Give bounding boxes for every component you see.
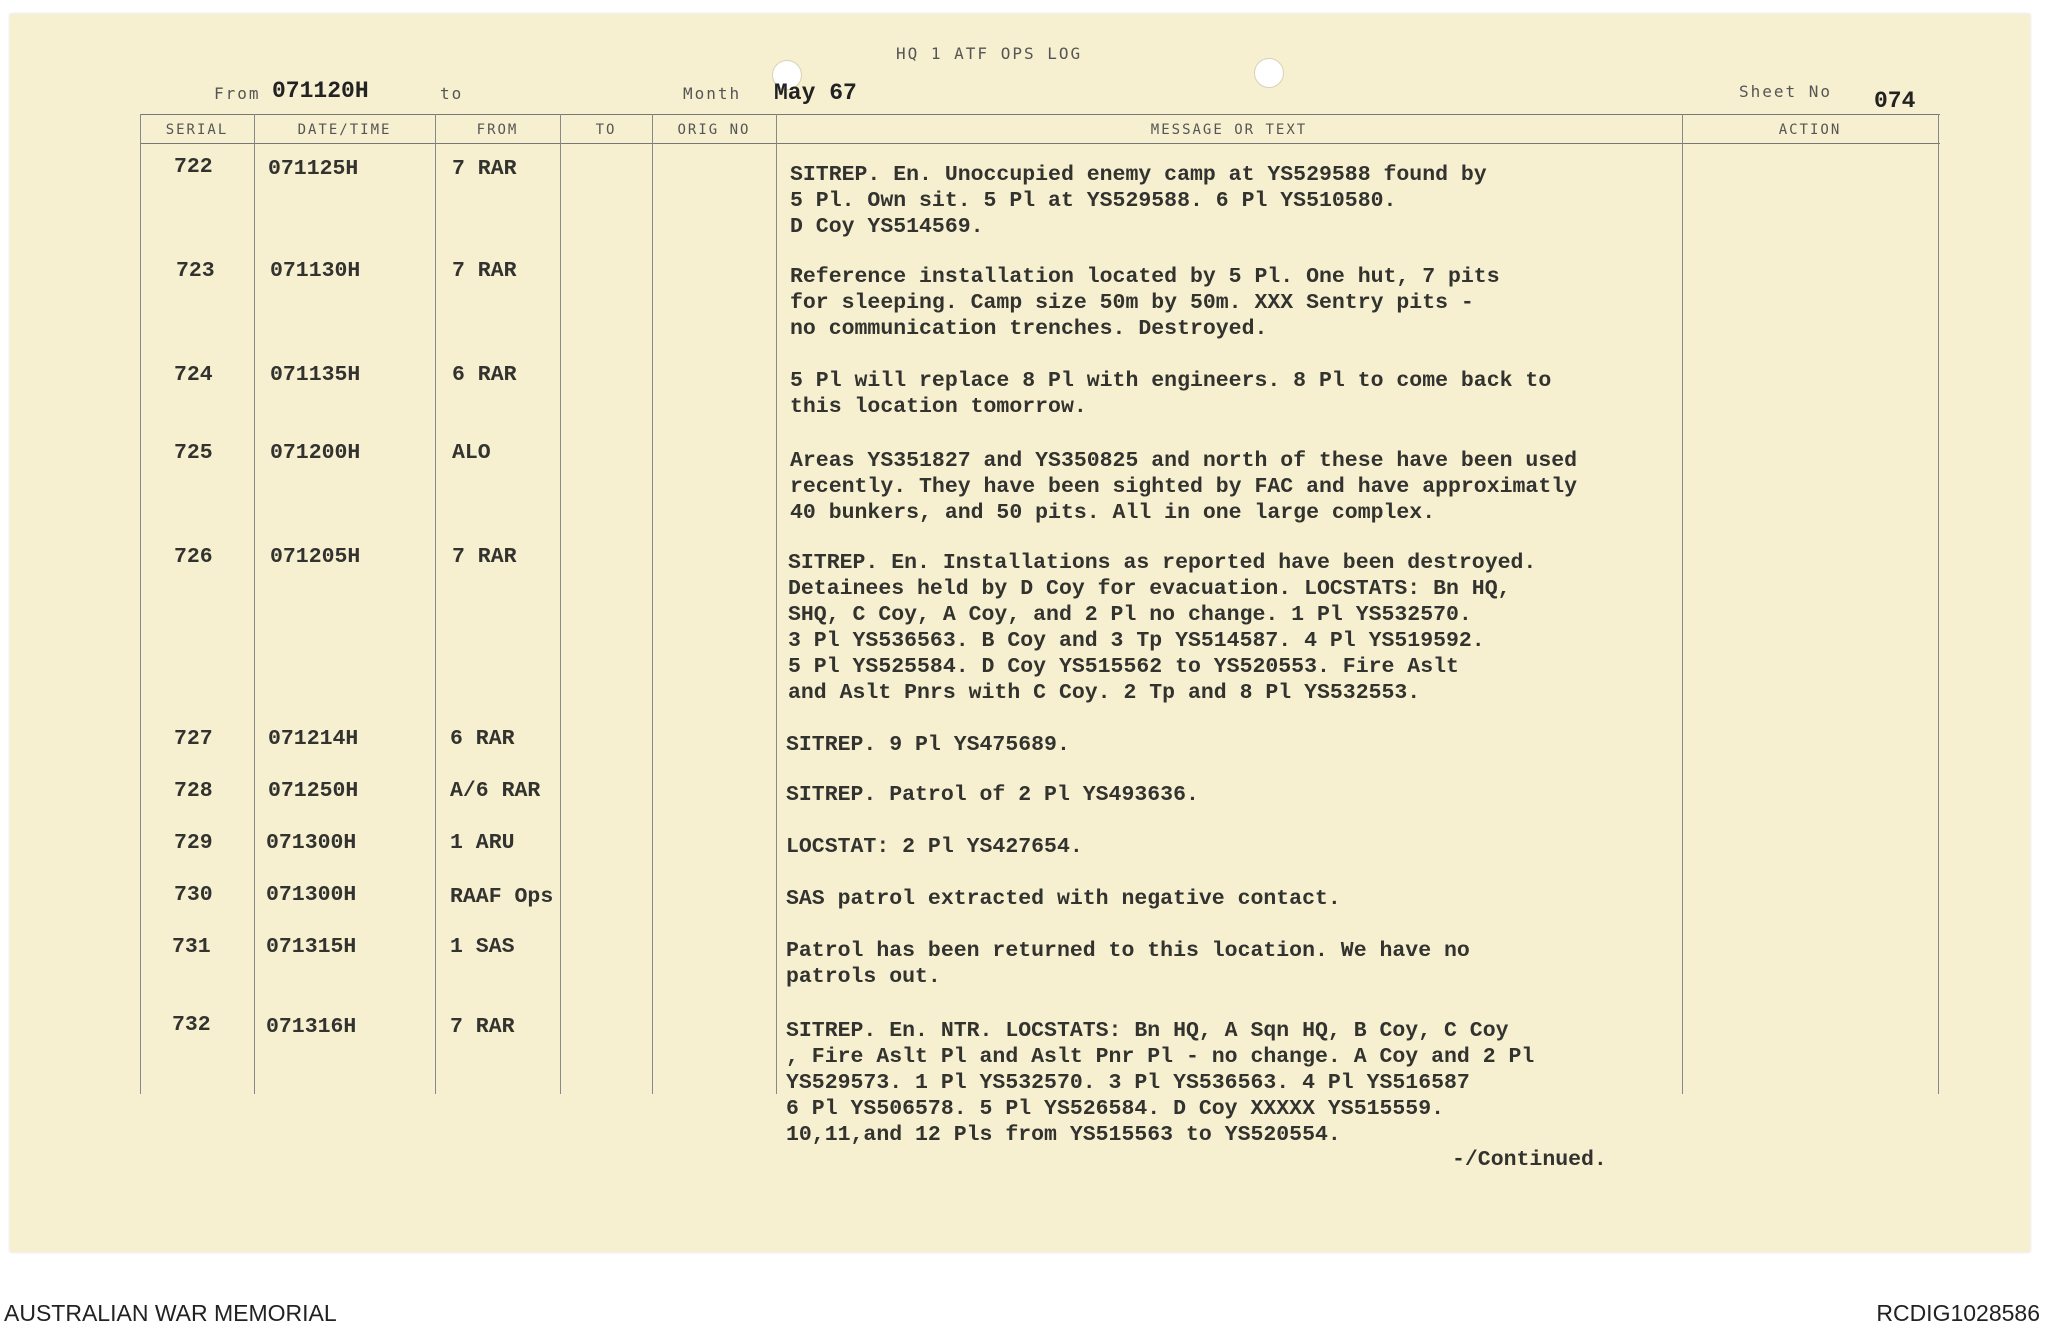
serial-723: 723 [176, 259, 215, 283]
col-rule-8 [1938, 114, 1939, 1094]
datetime-732: 071316H [266, 1015, 357, 1039]
col-action: ACTION [1778, 122, 1842, 138]
datetime-730: 071300H [266, 883, 357, 907]
message-line: 10,11,and 12 Pls from YS515563 to YS520554. [786, 1123, 1341, 1147]
message-line: D Coy YS514569. [790, 215, 984, 239]
datetime-729: 071300H [266, 831, 357, 855]
message-line: LOCSTAT: 2 Pl YS427654. [786, 835, 1083, 859]
from-722: 7 RAR [452, 157, 517, 181]
message-line: Areas YS351827 and YS350825 and north of these have been used [790, 449, 1578, 473]
message-line: 5 Pl. Own sit. 5 Pl at YS529588. 6 Pl YS510580. [790, 189, 1397, 213]
col-rule-6 [776, 114, 777, 1094]
col-rule-7 [1682, 114, 1683, 1094]
message-line: 3 Pl YS536563. B Coy and 3 Tp YS514587. 4 Pl YS519592. [788, 629, 1485, 653]
message-724 [790, 368, 1551, 420]
message-726 [788, 550, 1536, 706]
from-725: ALO [452, 441, 491, 465]
message-line: 40 bunkers, and 50 pits. All in one large complex. [790, 501, 1436, 525]
from-724: 6 RAR [452, 363, 517, 387]
col-rule-3 [435, 114, 436, 1094]
from-723: 7 RAR [452, 259, 517, 283]
serial-722: 722 [174, 155, 213, 179]
message-725 [790, 448, 1577, 526]
from-726: 7 RAR [452, 545, 517, 569]
from-732: 7 RAR [450, 1015, 515, 1039]
datetime-728: 071250H [268, 779, 359, 803]
log-title: HQ 1 ATF OPS LOG [896, 44, 1083, 63]
datetime-725: 071200H [270, 441, 361, 465]
datetime-727: 071214H [268, 727, 359, 751]
message-line: SITREP. Patrol of 2 Pl YS493636. [786, 783, 1199, 807]
message-line: Reference installation located by 5 Pl. One hut, 7 pits [790, 265, 1500, 289]
punch-hole-right [1254, 58, 1284, 88]
footer-record-id: RCDIG1028586 [1876, 1300, 2040, 1326]
message-723 [790, 264, 1500, 342]
serial-727: 727 [174, 727, 213, 751]
message-line: SITREP. En. Installations as reported have been destroyed. [788, 551, 1537, 575]
message-line: SHQ, C Coy, A Coy, and 2 Pl no change. 1 Pl YS532570. [788, 603, 1472, 627]
message-line: SITREP. En. NTR. LOCSTATS: Bn HQ, A Sqn HQ, B Coy, C Coy [786, 1019, 1509, 1043]
datetime-723: 071130H [270, 259, 361, 283]
from-728: A/6 RAR [450, 779, 541, 803]
message-line: 5 Pl will replace 8 Pl with engineers. 8 Pl to come back to [790, 369, 1552, 393]
col-message: MESSAGE OR TEXT [1150, 122, 1308, 138]
serial-730: 730 [174, 883, 213, 907]
continued-note: -/Continued. [1452, 1148, 1607, 1172]
datetime-724: 071135H [270, 363, 361, 387]
message-line: , Fire Aslt Pl and Aslt Pnr Pl - no change. A Coy and 2 Pl [786, 1045, 1535, 1069]
col-to: TO [595, 122, 617, 138]
serial-731: 731 [172, 935, 211, 959]
message-line: 6 Pl YS506578. 5 Pl YS526584. D Coy XXXXX YS515559. [786, 1097, 1445, 1121]
datetime-731: 071315H [266, 935, 357, 959]
col-rule-4 [560, 114, 561, 1094]
header-rule-bottom [140, 143, 1940, 144]
message-line: for sleeping. Camp size 50m by 50m. XXX Sentry pits - [790, 291, 1474, 315]
col-serial: SERIAL [165, 122, 229, 138]
message-732 [786, 1018, 1534, 1148]
serial-729: 729 [174, 831, 213, 855]
message-729 [786, 834, 1083, 860]
serial-724: 724 [174, 363, 213, 387]
col-datetime: DATE/TIME [297, 122, 392, 138]
sheet-value: 074 [1874, 88, 1916, 114]
col-from: FROM [476, 122, 519, 138]
month-label: Month [683, 84, 742, 103]
col-orig-no: ORIG NO [677, 122, 751, 138]
message-line: SITREP. En. Unoccupied enemy camp at YS529588 found by [790, 163, 1487, 187]
message-line: Patrol has been returned to this location. We have no [786, 939, 1470, 963]
message-727 [786, 732, 1070, 758]
message-722 [790, 162, 1487, 240]
message-731 [786, 938, 1470, 990]
datetime-726: 071205H [270, 545, 361, 569]
serial-732: 732 [172, 1013, 211, 1037]
message-line: patrols out. [786, 965, 941, 989]
to-label: to [440, 84, 464, 103]
col-rule-5 [652, 114, 653, 1094]
from-value: 071120H [272, 78, 369, 104]
datetime-722: 071125H [268, 157, 359, 181]
message-line: SITREP. 9 Pl YS475689. [786, 733, 1070, 757]
message-line: Detainees held by D Coy for evacuation. LOCSTATS: Bn HQ, [788, 577, 1511, 601]
from-label: From [214, 84, 261, 103]
serial-728: 728 [174, 779, 213, 803]
col-rule-2 [254, 114, 255, 1094]
message-line: SAS patrol extracted with negative contact. [786, 887, 1341, 911]
from-727: 6 RAR [450, 727, 515, 751]
sheet-label: Sheet No [1739, 82, 1833, 101]
col-rule-1 [140, 114, 141, 1094]
message-728 [786, 782, 1199, 808]
from-731: 1 SAS [450, 935, 515, 959]
from-729: 1 ARU [450, 831, 515, 855]
serial-725: 725 [174, 441, 213, 465]
message-line: this location tomorrow. [790, 395, 1087, 419]
footer-archive-name: AUSTRALIAN WAR MEMORIAL [4, 1300, 337, 1326]
message-line: recently. They have been sighted by FAC and have approximatly [790, 475, 1578, 499]
serial-726: 726 [174, 545, 213, 569]
header-rule-top [140, 114, 1940, 115]
message-line: no communication trenches. Destroyed. [790, 317, 1268, 341]
message-line: 5 Pl YS525584. D Coy YS515562 to YS520553. Fire Aslt [788, 655, 1459, 679]
message-line: and Aslt Pnrs with C Coy. 2 Tp and 8 Pl YS532553. [788, 681, 1421, 705]
message-line: YS529573. 1 Pl YS532570. 3 Pl YS536563. 4 Pl YS516587 [786, 1071, 1470, 1095]
month-value: May 67 [774, 80, 857, 106]
message-730 [786, 886, 1341, 912]
from-730: RAAF Ops [450, 885, 554, 909]
